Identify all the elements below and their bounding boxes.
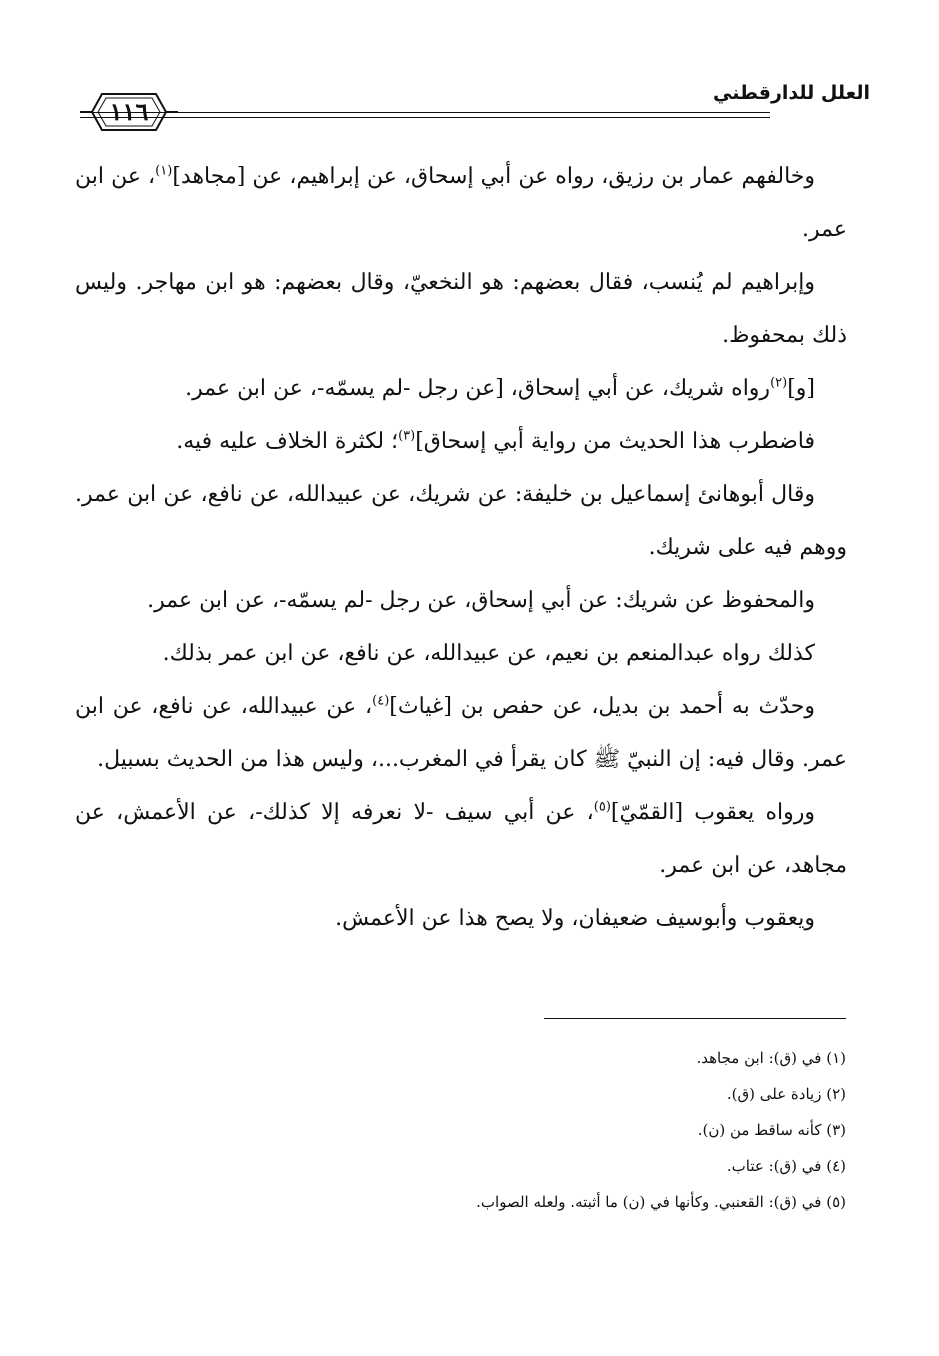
footnote: (٥) في (ق): القعنبي. وكأنها في (ن) ما أثبته. ولعله الصواب. (476, 1193, 846, 1211)
footnote: (٣) كأنه ساقط من (ن). (697, 1121, 846, 1139)
page-number: ١١٦ (109, 97, 149, 126)
paragraph: كذلك رواه عبدالمنعم بن نعيم، عن عبيدالله، عن نافع، عن ابن عمر بذلك. (162, 641, 815, 666)
footnotes (80, 1040, 846, 1220)
running-title: العلل للدارقطني (713, 82, 870, 104)
footnote-ref: (٥) (593, 799, 611, 815)
footnote-ref: (١) (155, 163, 173, 179)
paragraph: وقال أبوهانئ إسماعيل بن خليفة: عن شريك، عن عبيدالله، عن نافع، عن ابن عمر. ووهم فيه على شريك. (75, 482, 847, 560)
header-rule-bottom (80, 117, 770, 118)
paragraph: وإبراهيم لم يُنسب، فقال بعضهم: هو النخعيّ، وقال بعضهم: هو ابن مهاجر. وليس ذلك بمحفوظ. (75, 270, 847, 348)
paragraph: وحدّث به أحمد بن بديل، عن حفص بن [غياث]$^{(٤)}$، عن عبيدالله، عن نافع، عن ابن عمر. وقال فيه: إن النبيّ ﷺ كان يقرأ في المغرب...، وليس هذا من الحديث بسبيل. (75, 693, 847, 772)
paragraph: فاضطرب هذا الحديث من رواية أبي إسحاق]$^{(٣)}$؛ لكثرة الخلاف عليه فيه. (176, 428, 815, 454)
paragraph: [و]$^{(٢)}$رواه شريك، عن أبي إسحاق، [عن رجل -لم يسمّه-، عن ابن عمر. (185, 375, 815, 401)
paragraph: ورواه يعقوب [القمّيّ]$^{(٥)}$، عن أبي سيف -لا نعرفه إلا كذلك-، عن الأعمش، عن مجاهد، عن ابن عمر. (75, 799, 847, 878)
paragraph: والمحفوظ عن شريك: عن أبي إسحاق، عن رجل -لم يسمّه-، عن ابن عمر. (147, 588, 815, 613)
footnote: (٤) في (ق): عتاب. (726, 1157, 846, 1175)
footnote-ref: (٣) (398, 428, 416, 444)
footnote-separator (544, 1018, 846, 1019)
footnote-ref: (٤) (372, 693, 390, 709)
footnote: (٢) زيادة على (ق). (726, 1085, 846, 1103)
header-rule-top (80, 112, 770, 113)
main-text (75, 150, 847, 945)
paragraph: وخالفهم عمار بن رزيق، رواه عن أبي إسحاق، عن إبراهيم، عن [مجاهد]$^{(١)}$، عن ابن عمر. (75, 163, 847, 242)
paragraph: ويعقوب وأبوسيف ضعيفان، ولا يصح هذا عن الأعمش. (335, 906, 815, 931)
footnote: (١) في (ق): ابن مجاهد. (696, 1049, 846, 1067)
page-header (80, 72, 870, 152)
footnote-ref: (٢) (770, 375, 788, 391)
